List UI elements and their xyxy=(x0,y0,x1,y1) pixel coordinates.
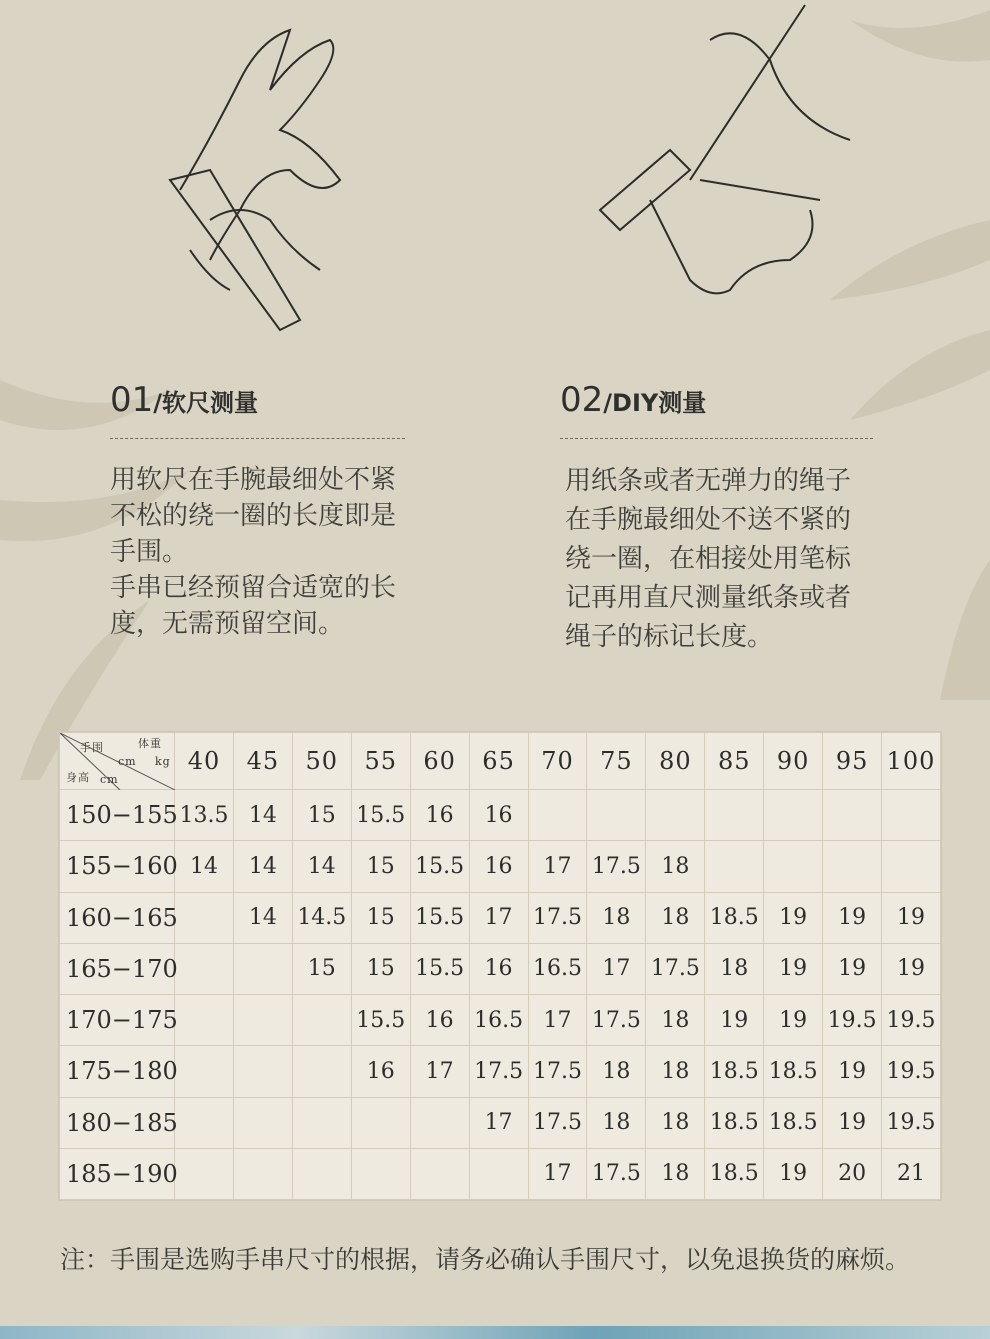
wrist-size-cell: 18 xyxy=(646,892,705,943)
wrist-size-cell xyxy=(528,790,587,841)
wrist-size-cell: 17 xyxy=(528,1148,587,1199)
wrist-size-cell: 15 xyxy=(292,943,351,994)
wrist-size-cell: 18 xyxy=(587,1046,646,1097)
weight-header-cell: 100 xyxy=(882,733,941,790)
weight-header-cell: 60 xyxy=(410,733,469,790)
wrist-size-cell xyxy=(410,1148,469,1199)
wrist-size-cell: 15.5 xyxy=(410,892,469,943)
corner-weight-label: 体重 xyxy=(138,737,162,750)
wrist-size-cell: 19.5 xyxy=(823,995,882,1046)
wrist-size-cell xyxy=(764,841,823,892)
table-row xyxy=(60,1046,941,1097)
wrist-size-cell xyxy=(764,790,823,841)
wrist-size-cell xyxy=(292,1046,351,1097)
wrist-size-cell: 16 xyxy=(469,841,528,892)
weight-header-cell: 75 xyxy=(587,733,646,790)
wrist-size-cell: 17 xyxy=(528,995,587,1046)
size-table-container xyxy=(58,731,942,1201)
wrist-size-cell: 19 xyxy=(823,892,882,943)
wrist-size-cell: 19 xyxy=(823,1097,882,1148)
section-1-subtitle: /软尺测量 xyxy=(153,389,259,417)
wrist-size-cell xyxy=(175,1097,234,1148)
weight-header-cell: 70 xyxy=(528,733,587,790)
wrist-size-cell: 14 xyxy=(233,892,292,943)
table-header-row xyxy=(60,733,941,790)
wrist-size-cell: 19 xyxy=(882,892,941,943)
wrist-size-cell xyxy=(705,841,764,892)
wrist-size-cell: 14 xyxy=(175,841,234,892)
wrist-size-cell: 18 xyxy=(646,995,705,1046)
wrist-size-cell: 16 xyxy=(410,995,469,1046)
section-1-number: 01 xyxy=(110,380,154,420)
wrist-size-cell xyxy=(175,892,234,943)
table-row xyxy=(60,892,941,943)
section-1-title xyxy=(110,380,258,420)
wrist-size-cell: 20 xyxy=(823,1148,882,1199)
wrist-size-cell: 17.5 xyxy=(587,1148,646,1199)
corner-kg-label: kg xyxy=(155,755,171,768)
wrist-size-cell: 17.5 xyxy=(469,1046,528,1097)
section-2-divider xyxy=(560,438,873,439)
wrist-size-cell: 17 xyxy=(528,841,587,892)
wrist-size-cell: 19 xyxy=(882,943,941,994)
wrist-size-cell: 19.5 xyxy=(882,1046,941,1097)
weight-header-cell: 80 xyxy=(646,733,705,790)
weight-header-cell: 45 xyxy=(233,733,292,790)
wrist-size-cell: 18 xyxy=(587,1097,646,1148)
section-1-line: 不松的绕一圈的长度即是 xyxy=(110,501,397,531)
wrist-size-cell: 18.5 xyxy=(764,1097,823,1148)
table-row xyxy=(60,1097,941,1148)
wrist-size-cell: 15.5 xyxy=(410,841,469,892)
wrist-size-cell: 18 xyxy=(646,1046,705,1097)
corner-cm2-label: cm xyxy=(100,773,119,786)
wrist-size-cell: 14 xyxy=(233,841,292,892)
wrist-size-cell: 18 xyxy=(646,1097,705,1148)
wrist-size-cell: 18.5 xyxy=(705,892,764,943)
wrist-size-cell xyxy=(882,790,941,841)
wrist-size-cell: 17.5 xyxy=(587,995,646,1046)
wrist-size-cell: 16 xyxy=(351,1046,410,1097)
wrist-size-cell: 15 xyxy=(292,790,351,841)
section-1-text xyxy=(110,462,430,642)
wrist-size-cell: 16.5 xyxy=(528,943,587,994)
weight-header-cell: 65 xyxy=(469,733,528,790)
wrist-size-cell xyxy=(233,995,292,1046)
section-1-line: 手串已经预留合适宽的长 xyxy=(110,573,397,603)
table-corner-cell xyxy=(60,733,175,790)
weight-header-cell: 50 xyxy=(292,733,351,790)
wrist-size-cell: 17.5 xyxy=(528,1097,587,1148)
section-1-line: 度，无需预留空间。 xyxy=(110,609,345,639)
size-table xyxy=(59,732,941,1200)
weight-header-cell: 90 xyxy=(764,733,823,790)
wrist-size-cell xyxy=(410,1097,469,1148)
wrist-size-cell xyxy=(292,995,351,1046)
table-row xyxy=(60,1148,941,1199)
weight-header-cell: 40 xyxy=(175,733,234,790)
wrist-size-cell xyxy=(469,1148,528,1199)
wrist-size-cell: 21 xyxy=(882,1148,941,1199)
wrist-size-cell: 13.5 xyxy=(175,790,234,841)
wrist-size-cell xyxy=(175,1148,234,1199)
section-1-line: 手围。 xyxy=(110,537,189,567)
hand-diy-pen-illustration xyxy=(590,0,880,340)
section-1-line: 用软尺在手腕最细处不紧 xyxy=(110,465,397,495)
corner-cm-label: cm xyxy=(118,755,137,768)
wrist-size-cell: 17.5 xyxy=(528,892,587,943)
section-2-line: 用纸条或者无弹力的绳子 xyxy=(565,466,852,496)
wrist-size-cell xyxy=(351,1148,410,1199)
footer-note: 注：手围是选购手串尺寸的根据，请务必确认手围尺寸，以免退换货的麻烦。 xyxy=(60,1245,911,1274)
height-range-cell: 180−185 xyxy=(60,1097,175,1148)
height-range-cell: 175−180 xyxy=(60,1046,175,1097)
wrist-size-cell: 19 xyxy=(823,1046,882,1097)
wrist-size-cell: 19.5 xyxy=(882,1097,941,1148)
wrist-size-cell xyxy=(705,790,764,841)
table-row xyxy=(60,943,941,994)
wrist-size-cell: 19 xyxy=(764,943,823,994)
wrist-size-cell xyxy=(175,1046,234,1097)
wrist-size-cell xyxy=(233,943,292,994)
wrist-size-cell: 17 xyxy=(587,943,646,994)
section-2-line: 绕一圈，在相接处用笔标 xyxy=(565,544,852,574)
wrist-size-cell: 18 xyxy=(587,892,646,943)
wrist-size-cell: 19 xyxy=(764,995,823,1046)
wrist-size-cell: 19 xyxy=(705,995,764,1046)
weight-header-cell: 95 xyxy=(823,733,882,790)
height-range-cell: 155−160 xyxy=(60,841,175,892)
height-range-cell: 170−175 xyxy=(60,995,175,1046)
wrist-size-cell: 14.5 xyxy=(292,892,351,943)
wrist-size-cell xyxy=(233,1148,292,1199)
section-2-text xyxy=(565,462,895,657)
wrist-size-cell: 16.5 xyxy=(469,995,528,1046)
height-range-cell: 150−155 xyxy=(60,790,175,841)
wrist-size-cell: 19 xyxy=(823,943,882,994)
wrist-size-cell: 17 xyxy=(410,1046,469,1097)
wrist-size-cell: 18 xyxy=(646,1148,705,1199)
corner-height-label: 身高 xyxy=(66,771,90,784)
wrist-size-cell: 18.5 xyxy=(764,1046,823,1097)
wrist-size-cell xyxy=(292,1148,351,1199)
wrist-size-cell: 18 xyxy=(646,841,705,892)
weight-header-cell: 55 xyxy=(351,733,410,790)
section-2-line: 在手腕最细处不送不紧的 xyxy=(565,505,852,535)
wrist-size-cell xyxy=(233,1046,292,1097)
section-2-subtitle: /DIY测量 xyxy=(603,389,707,417)
wrist-size-cell: 18.5 xyxy=(705,1148,764,1199)
bottom-decorative-strip xyxy=(0,1326,990,1339)
wrist-size-cell: 19 xyxy=(764,1148,823,1199)
wrist-size-cell xyxy=(882,841,941,892)
table-row xyxy=(60,841,941,892)
wrist-size-cell: 15.5 xyxy=(351,995,410,1046)
wrist-size-cell xyxy=(292,1097,351,1148)
wrist-size-cell xyxy=(175,943,234,994)
wrist-size-cell xyxy=(823,841,882,892)
wrist-size-cell xyxy=(646,790,705,841)
wrist-size-cell: 16 xyxy=(410,790,469,841)
section-1-divider xyxy=(110,438,405,439)
wrist-size-cell xyxy=(351,1097,410,1148)
wrist-size-cell: 14 xyxy=(233,790,292,841)
wrist-size-cell: 19.5 xyxy=(882,995,941,1046)
wrist-size-cell xyxy=(587,790,646,841)
wrist-size-cell xyxy=(823,790,882,841)
wrist-size-cell: 19 xyxy=(764,892,823,943)
wrist-size-cell: 15 xyxy=(351,841,410,892)
height-range-cell: 160−165 xyxy=(60,892,175,943)
weight-header-cell: 85 xyxy=(705,733,764,790)
wrist-size-cell: 17.5 xyxy=(587,841,646,892)
wrist-size-cell: 16 xyxy=(469,790,528,841)
wrist-size-cell: 16 xyxy=(469,943,528,994)
height-range-cell: 185−190 xyxy=(60,1148,175,1199)
table-row xyxy=(60,995,941,1046)
wrist-size-cell xyxy=(175,995,234,1046)
table-row xyxy=(60,790,941,841)
wrist-size-cell: 17.5 xyxy=(646,943,705,994)
wrist-size-cell: 17.5 xyxy=(528,1046,587,1097)
height-range-cell: 165−170 xyxy=(60,943,175,994)
wrist-size-cell: 15 xyxy=(351,943,410,994)
corner-wrist-label: 手围 xyxy=(80,741,104,754)
wrist-size-cell: 18 xyxy=(705,943,764,994)
wrist-size-cell: 14 xyxy=(292,841,351,892)
wrist-size-cell: 15.5 xyxy=(351,790,410,841)
wrist-size-cell: 17 xyxy=(469,1097,528,1148)
wrist-size-cell: 15 xyxy=(351,892,410,943)
section-2-number: 02 xyxy=(560,380,604,420)
wrist-size-cell: 18.5 xyxy=(705,1046,764,1097)
wrist-size-cell: 15.5 xyxy=(410,943,469,994)
wrist-size-cell xyxy=(233,1097,292,1148)
section-2-line: 记再用直尺测量纸条或者 xyxy=(565,583,852,613)
section-2-title xyxy=(560,380,706,420)
wrist-size-cell: 17 xyxy=(469,892,528,943)
wrist-size-cell: 18.5 xyxy=(705,1097,764,1148)
hand-measure-tape-illustration xyxy=(150,20,380,340)
section-2-line: 绳子的标记长度。 xyxy=(565,622,774,652)
